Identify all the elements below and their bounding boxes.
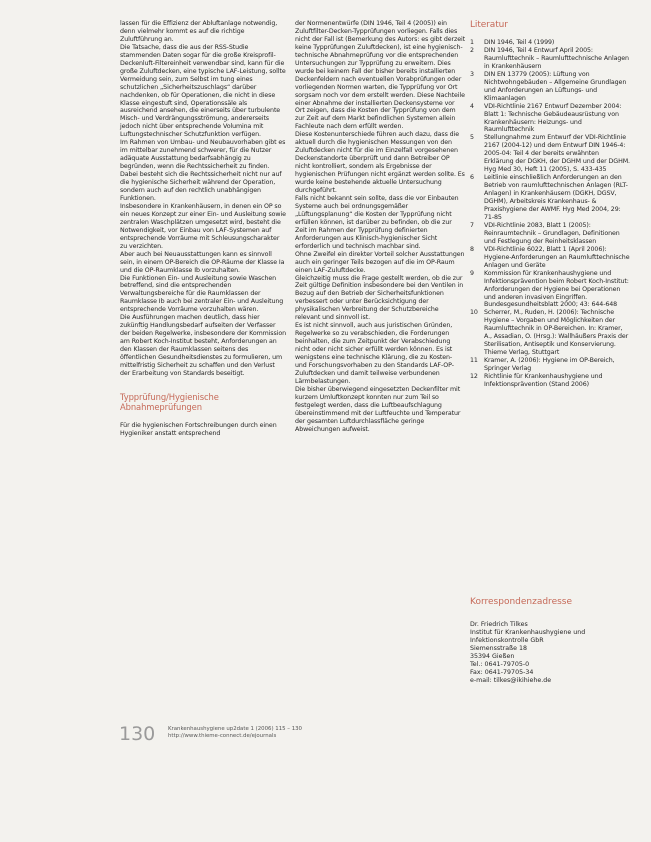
reference-text: Richtlinie für Krankenhaushygiene und Infektionsprävention (Stand 2006) <box>484 373 603 388</box>
reference-text: VDI-Richtlinie 2167 Entwurf Dezember 2004: Blatt 1: Technische Gebäudeausrüstung von Krankenhäusern: Heizungs- und Raumlufttechnik <box>484 102 622 134</box>
reference-text: Scherrer, M., Ruden, H. (2006): Technische Hygiene – Vorgaben und Möglichkeiten der Raumlufttechnik in OP-Bereichen. In: Kramer, A., Assadian, O. (Hrsg.): Wallhäußers Praxis der Sterilisation, Antiseptik und Konservierung. Thieme Verlag, Stuttgart <box>484 309 629 357</box>
reference-number: 10 <box>470 309 478 317</box>
url-link[interactable]: http://www.thieme-connect.de/ejournals <box>168 732 277 739</box>
address-line: 35394 Gießen <box>470 652 515 660</box>
reference-text: Stellungnahme zum Entwurf der VDI-Richtlinie 2167 (2004-12) und dem Entwurf DIN 1946-4: 2005-04: Teil 4 der bereits erwähnten Erklärung der DGKH, der DGHM und der DGHM. Hyg Med 30, Heft 11 (2005), S. 433-435 <box>484 134 630 174</box>
paragraph: Falls nicht bekannt sein sollte, dass die vor Einbauten Systeme auch bei ordnungsgemäßer „Lüftungsplanung“ die Kosten der Typprüfung nicht erfüllen können, ist darüber zu befinden, ob die zur Zeit im Rahmen der Typprüfung definierten Anforderungen aus Klinisch-hygienischer Sicht erforderlich und technisch machbar sind. <box>295 194 459 250</box>
paragraph: Die Tatsache, dass die aus der RSS-Studie stammenden Daten sogar für die große Kreisprofil-Deckenluft-Filtereinheit verwendbar sind, kann für die große Zuluftdecken, eine typische LAF-Leistung, sollte Vermeidung sein, zum Selbst im tung eines schutzlichen „Sicherheitszuschlags“ darüber nachdenken, ob für Operationen, die nicht in diese Klasse eingestuft sind, Operationssäle als ausreichend ansehen, die einerseits über turbulente Misch- und Verdrängungsströmung, andererseits jedoch nicht über entsprechende Volumina mit Luftungstechnischer Schutzfunktion verfügen. <box>120 43 286 139</box>
reference-item <box>470 246 630 270</box>
reference-number: 1 <box>470 39 474 46</box>
address-line: Dr. Friedrich Tilkes <box>470 621 528 628</box>
reference-item <box>470 270 630 310</box>
paragraph: Für die hygienischen Fortschreibungen durch einen Hygieniker anstatt entsprechend <box>120 421 277 437</box>
reference-item <box>470 39 630 47</box>
reference-number: 12 <box>470 373 478 381</box>
literature-column <box>470 20 630 389</box>
citation-line: Krankenhaushygiene up2date 1 (2006) 115 – 130 <box>168 726 302 732</box>
reference-text: Kommission für Krankenhaushygiene und Infektionsprävention beim Robert Koch-Institut: Anforderungen der Hygiene bei Operationen und anderen invasiven Eingriffen. Bundesgesundheitsblatt 2000; 43: 644-648 <box>484 269 629 309</box>
reference-item <box>470 103 630 135</box>
left-column-body <box>120 20 286 378</box>
paragraph: Im Rahmen von Umbau- und Neubauvorhaben gibt es im mittelbar zunehmend schwerer, für die Nutzer adäquate Ausstattung bedarfsabhängig zu begründen, wenn die Rechtssicherheit zu finden. Dabei besteht sich die Rechtssicherheit nicht nur auf die hygienische Sicherheit während der Operation, sondern auch auf den rechtlich unabhängigen Funktionen. <box>120 139 286 202</box>
address-line: Infektionskontrolle GbR <box>470 636 544 644</box>
address-line: Siemensstraße 18 <box>470 644 527 652</box>
correspondence-heading: Korrespondenzadresse <box>470 597 573 607</box>
reference-number: 7 <box>470 221 474 229</box>
reference-item <box>470 47 630 71</box>
page-number: 130 <box>119 723 156 745</box>
journal-citation <box>168 726 368 740</box>
reference-number: 4 <box>470 102 474 110</box>
reference-text: Leitlinie einschließlich Anforderungen an den Betrieb von raumlufttechnischen Anlagen (RLT-Anlagen) in Krankenhäusern (DGKH, DGSV, DGHM), Arbeitskreis Krankenhaus- & Praxishygiene der AWMF. Hyg Med 2004, 29: 71-85 <box>484 174 628 221</box>
reference-text: DIN EN 13779 (2005): Lüftung von Nichtwohngebäuden – Allgemeine Grundlagen und Anforderungen an Lüftungs- und Klimaanlagen <box>484 70 627 102</box>
section-heading: Typprüfung/Hygienische Abnahmeprüfungen <box>120 391 219 412</box>
correspondence-address <box>470 621 630 685</box>
paragraph: Die Ausführungen machen deutlich, dass hier zukünftig Handlungsbedarf aufseiten der Verfasser der beiden Regelwerke, insbesondere der Kommission am Robert Koch-Institut besteht, Anforderungen an den Klassen der Raumklassen seitens des öffentlichen Gesundheitsdienstes zu formulieren, um mittelfristig Sicherheit zu schaffen und den Verlust der Erarbeitung von Standards beseitigt. <box>120 314 286 377</box>
reference-item <box>470 174 630 222</box>
reference-item <box>470 222 630 246</box>
address-line: Tel.: 0641-79705-0 <box>470 660 530 668</box>
reference-number: 2 <box>470 46 474 54</box>
reference-item <box>470 357 630 373</box>
reference-text: VDI-Richtlinie 6022, Blatt 1 (April 2006): Hygiene-Anforderungen an Raumlufttechnische Anlagen und Geräte <box>484 245 630 269</box>
paragraph: Diese Kostenunterschiede führen auch dazu, dass die aktuell durch die hygienischen Messungen von den Zuluftdecken nicht für die im Einzelfall vorgesehenen Deckenstandorte überprüft und dann Betreiber OP nicht kontrolliert, sondern als Ergebnisse der hygienischen Prüfungen nicht ergänzt werden sollte. Es wurde keine bestehende aktuelle Untersuchung durchgeführt. <box>295 131 465 195</box>
text-column-left <box>120 20 286 438</box>
address-line: Institut für Krankenhaushygiene und <box>470 628 586 636</box>
paragraph: Gleichzeitig muss die Frage gestellt werden, ob die zur Zeit gültige Definition insbesondere bei den Ventilen in Bezug auf den Betrieb der Sicherheitsfunktionen verbessert oder unter Berücksichtigung der physikalischen Verbreitung der Schutzbereiche relevant und sinnvoll ist. <box>295 274 464 322</box>
address-line[interactable]: e-mail: tilkes@ikihiehe.de <box>470 676 552 684</box>
reference-number: 5 <box>470 134 474 142</box>
paragraph: Die Funktionen Ein- und Ausleitung sowie Waschen betreffend, sind die entsprechenden Verwaltungsbereiche für die Raumklassen der Raumklasse Ib auch bei zentraler Ein- und Ausleitung entsprechende Vorräume vorzuhalten wären. <box>120 274 284 314</box>
reference-text: Kramer, A. (2006): Hygiene im OP-Bereich, Springer Verlag <box>484 357 615 373</box>
paragraph: Es ist nicht sinnvoll, auch aus juristischen Gründen, Regelwerke so zu verabschieden, die Forderungen beinhalten, die zum Zeitpunkt der Verabschiedung nicht oder nicht sicher erfüllt werden können. Es ist wenigstens eine technische Klärung, die zu Kosten- und Forschungsvorhaben zu den Standards LAF-OP-Zuluftdecken und damit teilweise verbundenen Lärmbelastungen. <box>295 322 454 385</box>
reference-item <box>470 309 630 357</box>
paragraph: Die bisher überwiegend eingesetzten Deckenfilter mit kurzem Umluftkonzept konnten nur zum Teil so festgelegt werden, dass die Luftbeaufschlagung übereinstimmend mit der Luftfeuchte und Temperatur der gesamten Luftdurchlassfläche geringe Abweichungen aufweist. <box>295 385 461 433</box>
paragraph: Ohne Zweifel ein direkter Vorteil solcher Ausstattungen auch ein geringer Teils bezogen auf die im OP-Raum einen LAF-Zuluftdecke. <box>295 250 465 274</box>
reference-text: DIN 1946, Teil 4 Entwurf April 2005: Raumlufttechnik – Raumlufttechnische Anlagen in Krankenhäusern <box>484 46 629 70</box>
paragraph: lassen für die Effizienz der Abluftanlage notwendig, denn vielmehr kommt es auf die richtige Zuluftführung an. <box>120 20 278 43</box>
reference-item <box>470 373 630 389</box>
literature-heading: Literatur <box>470 20 508 30</box>
reference-text: DIN 1946, Teil 4 (1999) <box>484 39 555 46</box>
paragraph: Aber auch bei Neuausstattungen kann es sinnvoll sein, in einem OP-Bereich die OP-Räume der Klasse Ia und die OP-Raumklasse Ib vorzuhalten. <box>120 250 285 274</box>
reference-number: 3 <box>470 70 474 78</box>
reference-number: 8 <box>470 245 474 253</box>
reference-item <box>470 134 630 174</box>
reference-number: 6 <box>470 174 474 182</box>
reference-text: VDI-Richtlinie 2083, Blatt 1 (2005): Reinraumtechnik – Grundlagen, Definitionen und Festlegung der Reinheitsklassen <box>484 221 620 245</box>
reference-number: 9 <box>470 269 474 277</box>
reference-list <box>470 39 630 389</box>
reference-number: 11 <box>470 357 478 365</box>
paragraph: Insbesondere in Krankenhäusern, in denen ein OP so ein neues Konzept zur einer Ein- und Ausleitung sowie zentralen Waschplätzen umgesetzt wird, besteht die Notwendigkeit, vor Einbau von LAF-Systemen auf entsprechende Vorräume mit Schleusungscharakter zu verzichten. <box>120 202 286 250</box>
reference-item <box>470 71 630 103</box>
text-column-middle <box>295 20 465 434</box>
address-line: Fax: 0641-79705-34 <box>470 668 534 676</box>
paragraph: der Normenentwürfe (DIN 1946, Teil 4 (2005)) ein Zuluftfilter-Decken-Typprüfungen vorliegen. Falls dies nicht der Fall ist (Bemerkung des Autors: es gibt derzeit keine Typprüfungen Zuluftdecken), ist eine hygienisch-technische Abnahmeprüfung vor die entsprechenden Untersuchungen zur Typprüfung zu erweitern. Dies wurde bei keinem Fall der bisher bereits installierten Deckenfeldern nach eventuellen Vorabprüfungen oder vorliegenden Normen warten, die Typprüfung vor Ort sorgsam noch vor dem erstellt werden. Diese Nachteile einer Abnahme der installierten Deckensysteme vor Ort zeigen, dass die Kosten der Typprüfung von dem zur Zeit auf dem Markt befindlichen Systemen allein Fachleute nach dem erfüllt werden. <box>295 20 466 131</box>
